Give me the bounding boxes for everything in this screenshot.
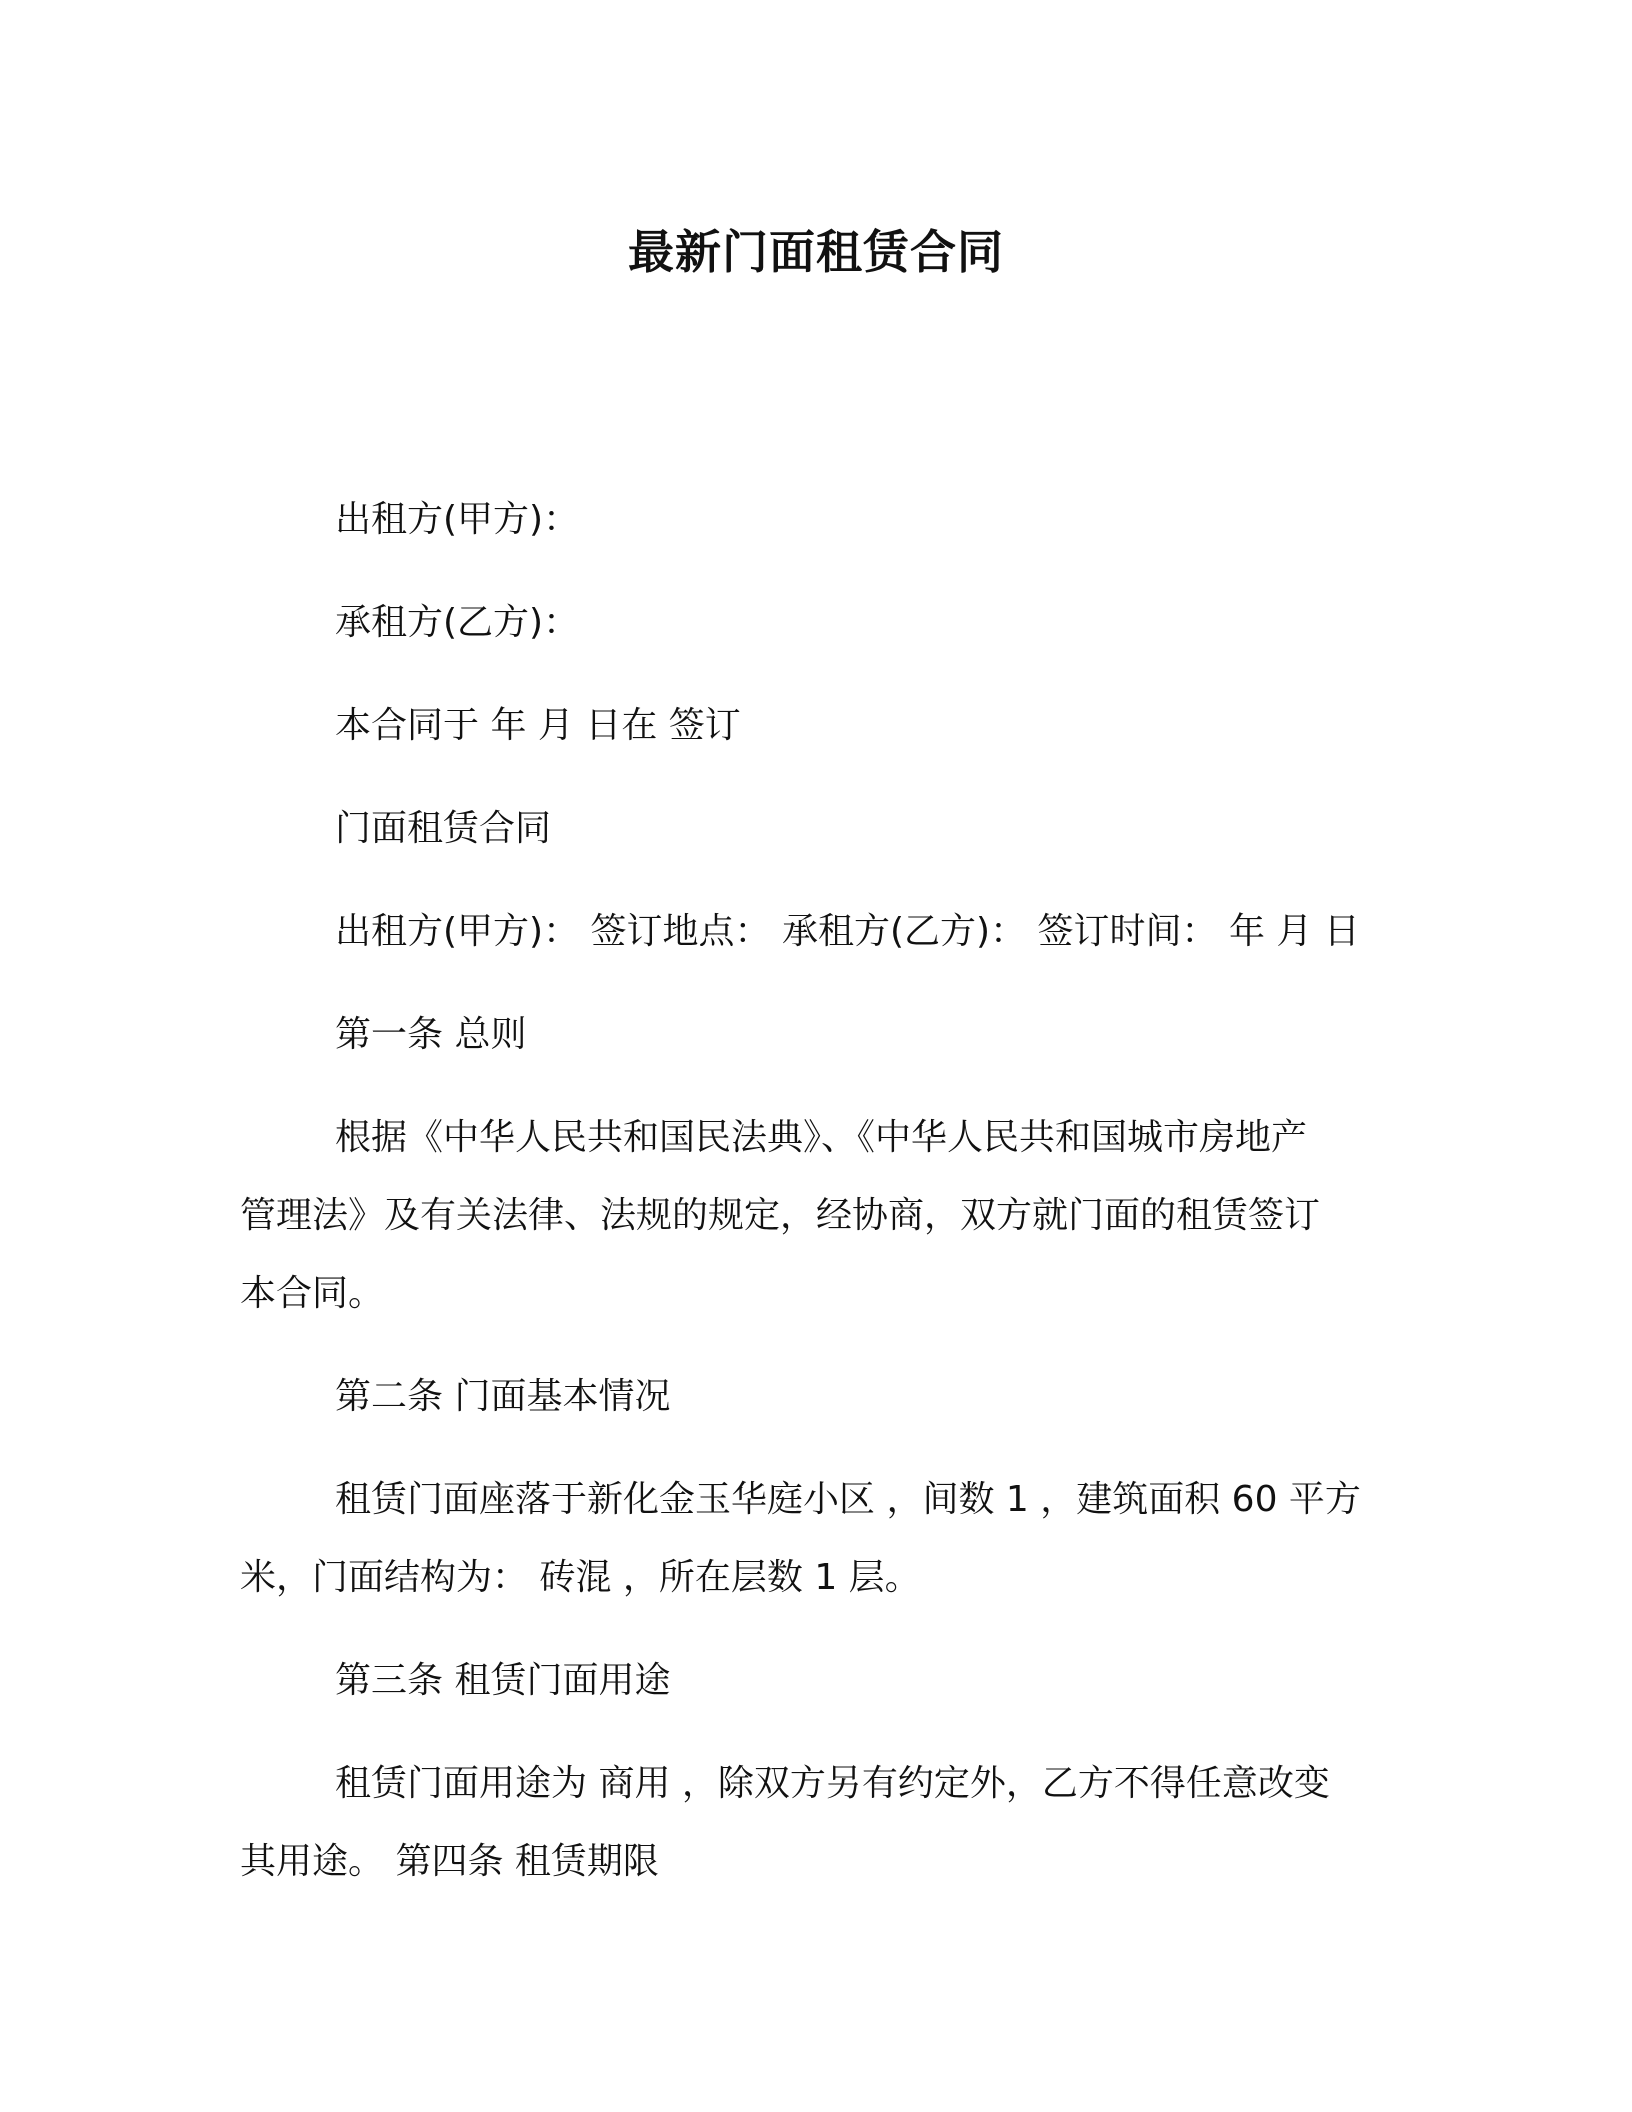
article-1-text-line-1: 根据《中华人民共和国民法典》、《中华人民共和国城市房地产 — [335, 1117, 1308, 1158]
contract-subtitle: 门面租赁合同 — [335, 808, 552, 849]
parties-info-line: 出租方(甲方)： 签订地点： 承租方(乙方)： 签订时间： 年 月 日 — [335, 911, 1360, 952]
article-3-heading: 第三条 租赁门面用途 — [335, 1660, 671, 1701]
article-1-text-line-2: 管理法》及有关法律、法规的规定，经协商，双方就门面的租赁签订 — [240, 1195, 1321, 1236]
document-title: 最新门面租赁合同 — [628, 225, 1004, 279]
article-2-text-line-1: 租赁门面座落于新化金玉华庭小区 ，间数 1 ，建筑面积 60 平方 — [335, 1479, 1361, 1520]
signing-date-line: 本合同于 年 月 日在 签订 — [335, 705, 741, 746]
article-1-heading: 第一条 总则 — [335, 1014, 527, 1055]
article-2-heading: 第二条 门面基本情况 — [335, 1376, 671, 1417]
article-3-text-line-1: 租赁门面用途为 商用 ，除双方另有约定外，乙方不得任意改变 — [335, 1763, 1330, 1804]
article-3-text-line-2: 其用途。 第四条 租赁期限 — [240, 1841, 659, 1882]
lessor-line: 出租方(甲方)： — [335, 499, 580, 540]
article-2-text-line-2: 米，门面结构为： 砖混 ，所在层数 1 层。 — [240, 1557, 921, 1598]
article-1-text-line-3: 本合同。 — [240, 1273, 385, 1314]
lessee-line: 承租方(乙方)： — [335, 602, 580, 643]
